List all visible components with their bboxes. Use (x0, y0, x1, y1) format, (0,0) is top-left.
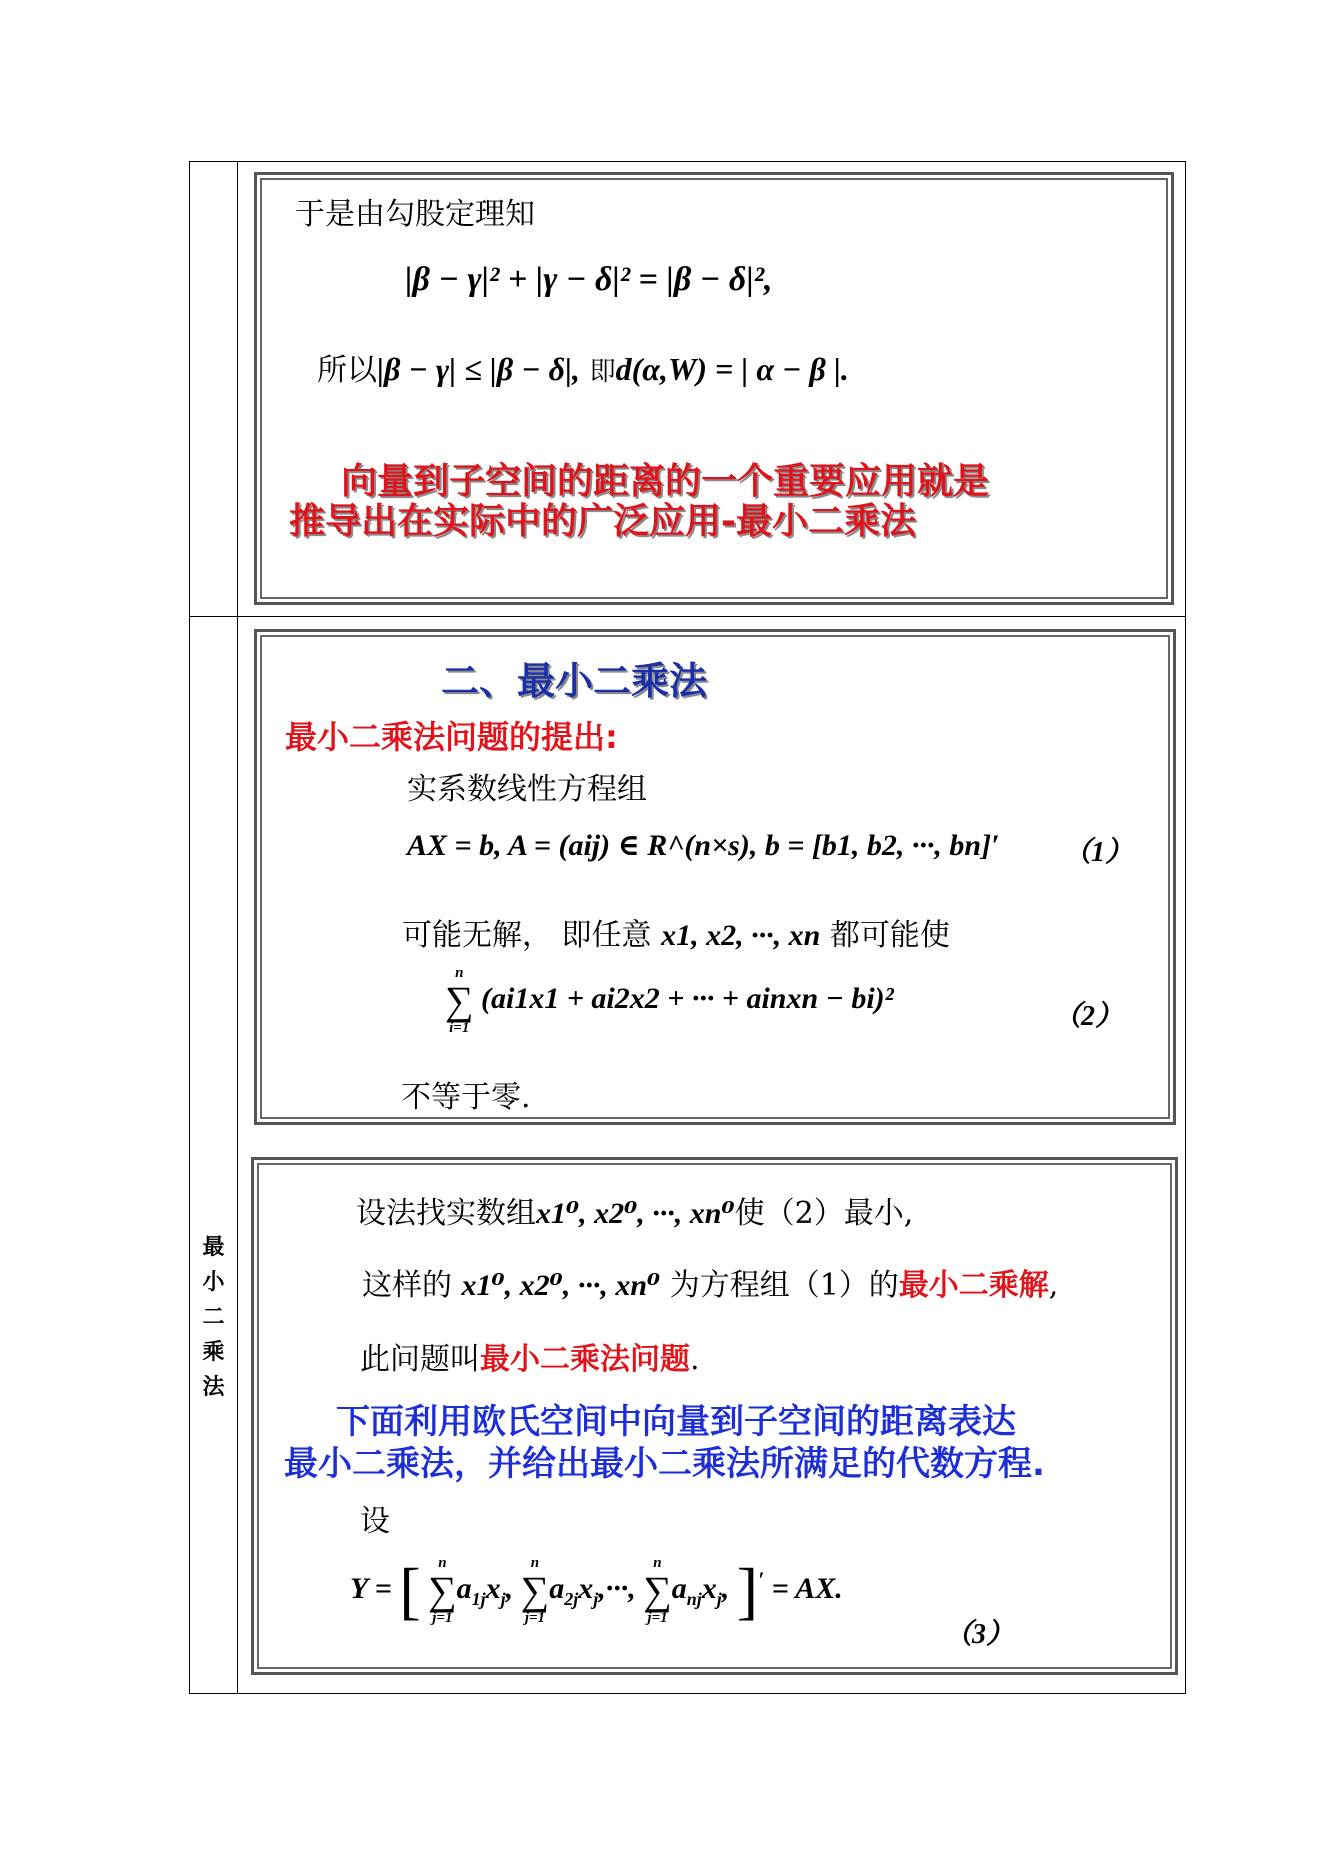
sum-lower-limit: j=1 (432, 1610, 453, 1626)
slide3-as-solution: 为方程组（1）的 (669, 1268, 899, 1303)
column-divider (237, 162, 238, 1693)
sum-lower-limit: j=1 (647, 1610, 668, 1626)
sum-upper-limit: n (438, 1555, 447, 1571)
side-label-char: 乘 (202, 1340, 225, 1365)
slide2-no-solution: 可能无解， (402, 918, 552, 953)
slide2-any: 即任意 (561, 918, 652, 953)
slide1-highlight-line2: 推导出在实际中的广泛应用-最小二乘法 (289, 501, 916, 542)
slide3-period: . (690, 1342, 700, 1377)
slide2-system-label: 实系数线性方程组 (407, 772, 647, 807)
side-label-char: 二 (202, 1305, 225, 1330)
slide3-blue-line1: 下面利用欧氏空间中向量到子空间的距离表达 (336, 1402, 1016, 1442)
slide2-equation-2-number: （2） (1053, 1001, 1124, 1032)
side-label-char: 法 (202, 1375, 225, 1400)
slide1-pythagoras-equation: |β − γ|² + |γ − δ|² = |β − δ|², (405, 261, 773, 298)
eq3-sum-3 (643, 1556, 672, 1626)
eq3-sum-1 (428, 1556, 457, 1626)
slide2-equation-1: AX = b, A = (aij) ∈ R^(n×s), b = [b1, b2, ···, bn]′ (407, 829, 1000, 862)
sigma-icon: ∑ (520, 1568, 550, 1613)
slide2-variables: x1, x2, ···, xn (661, 919, 821, 952)
slide-least-squares-solution (251, 1157, 1178, 1675)
slide3-blue-line2: 最小二乘法，并给出最小二乘法所满足的代数方程. (284, 1444, 1045, 1484)
slide1-inequality: |β − γ| ≤ |β − δ|, (377, 351, 581, 387)
sigma-icon: ∑ (643, 1568, 672, 1613)
slide2-subtitle: 最小二乘法问题的提出: (285, 718, 618, 756)
slide3-equation-3-number: （3） (944, 1619, 1015, 1650)
eq3-lhs: Y = (350, 1571, 392, 1605)
sum-lower-limit: i=1 (449, 1020, 470, 1036)
slide3-line3 (360, 1334, 700, 1378)
slide3-least-squares-solution-term: 最小二乘解 (898, 1268, 1049, 1303)
slide2-no-solution-line (402, 910, 950, 954)
side-label (190, 1230, 237, 1405)
sum-upper-limit: n (455, 965, 464, 981)
slide1-highlight-line1: 向量到子空间的距离的一个重要应用就是 (341, 461, 990, 502)
slide3-equation-3 (350, 1556, 843, 1626)
slide2-not-zero: 不等于零. (401, 1080, 531, 1115)
slide2-sum-symbol (445, 966, 474, 1036)
side-label-char: 最 (202, 1235, 225, 1260)
slide2-equation-2-body: (ai1x1 + ai2x2 + ··· + ainxn − bi)² (481, 981, 894, 1015)
slide3-such: 这样的 (362, 1268, 452, 1303)
eq3-term-2: $a_{2j}x_j,\cdot\cdot\cdot$, (549, 1571, 636, 1609)
slide3-find-reals: 设法找实数组 (356, 1196, 536, 1231)
side-label-char: 小 (202, 1270, 225, 1295)
left-bracket: [ (399, 1555, 421, 1626)
slide2-title: 二、最小二乘法 (441, 659, 708, 703)
slide3-line2 (362, 1260, 1058, 1304)
sigma-icon: ∑ (445, 978, 474, 1023)
eq3-rhs: = AX. (771, 1571, 843, 1605)
slide2-may-make: 都可能使 (829, 918, 950, 953)
slide3-optimal-vars: x1⁰, x2⁰, ···, xn⁰ (536, 1197, 735, 1230)
eq3-term-3: $a_{nj}x_j$, (671, 1571, 730, 1609)
transpose-mark: ′ (758, 1566, 765, 1592)
slide1-conclusion (317, 345, 849, 389)
slide3-let: 设 (360, 1504, 390, 1539)
sum-upper-limit: n (653, 1555, 662, 1571)
slide1-distance: d(α,W) = | α − β |. (615, 351, 849, 387)
slide-pythagoras (254, 172, 1174, 605)
row-divider (190, 616, 1185, 617)
slide2-equation-2 (445, 966, 894, 1036)
sigma-icon: ∑ (428, 1568, 457, 1613)
slide1-conclusion-prefix: 所以 (317, 353, 377, 388)
eq3-sum-2 (521, 1556, 550, 1626)
slide3-line1 (356, 1188, 913, 1232)
slide3-minimize: 使（2）最小, (734, 1196, 914, 1231)
slide3-optimal-vars-2: x1⁰, x2⁰, ···, xn⁰ (461, 1269, 661, 1302)
right-bracket: ] (736, 1555, 759, 1626)
slide3-least-squares-problem-term: 最小二乘法问题 (480, 1342, 690, 1377)
slide3-problem-called: 此问题叫 (360, 1342, 480, 1377)
slide3-comma: , (1048, 1268, 1059, 1303)
slide-least-squares-intro (254, 629, 1176, 1125)
eq3-term-1: $a_{1j}x_j$, (456, 1571, 514, 1609)
slide1-ji: 即 (589, 357, 616, 387)
slide2-equation-1-number: （1） (1063, 837, 1134, 868)
sum-lower-limit: j=1 (524, 1610, 546, 1626)
slide1-intro: 于是由勾股定理知 (295, 197, 535, 232)
sum-upper-limit: n (530, 1555, 540, 1571)
